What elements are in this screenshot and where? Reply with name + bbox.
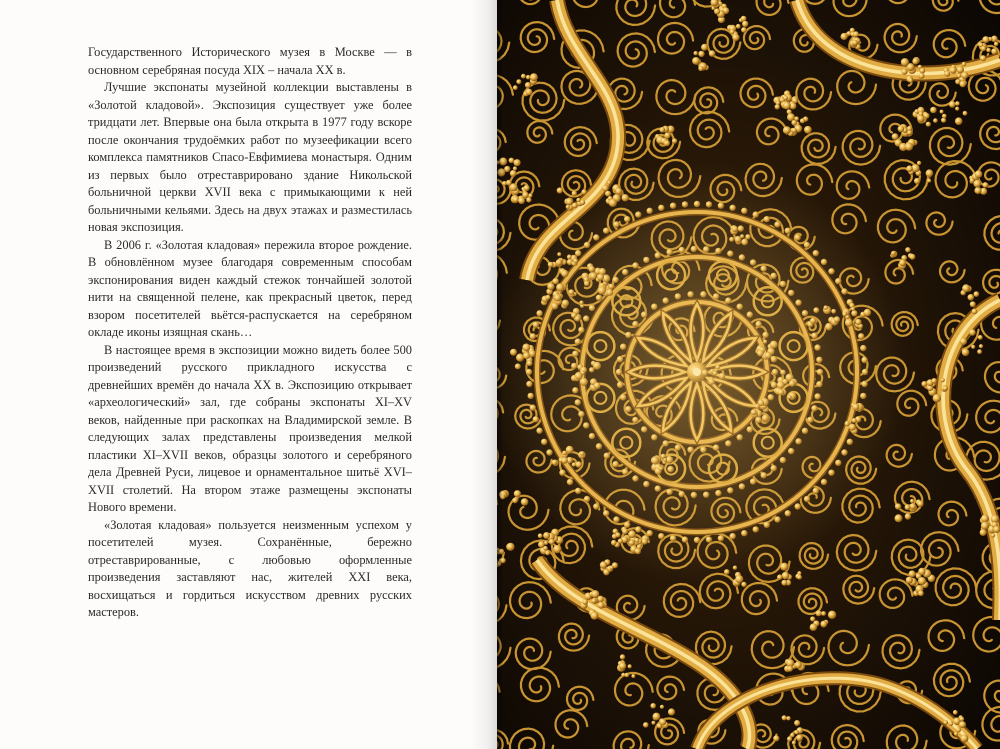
paragraph: «Золотая кладовая» пользуется неизменным успехом у посетителей музея. Сохранённые, бережно отреставрированные, с любовью оформленные произведения заставляют нас, жителей XXI века, восхищаться и гордиться искусством древних русских мастеров. bbox=[88, 517, 412, 619]
paragraph: Лучшие экспонаты музейной коллекции выставлены в «Золотой кладовой». Экспозиция существует уже более тридцати лет. Впервые она была открыта в 1977 году вскоре после окончания трудоёмких работ по музеефикации всего комплекса памятников Спасо-Евфимиева монастыря. Одним из первых было отреставрировано здание Никольской больничной церкви XVII века с примыкающими к ней больничными кельями. Здесь на двух этажах и разместилась новая экспозиция. bbox=[88, 80, 412, 234]
text-column bbox=[88, 44, 412, 622]
right-page-photo bbox=[497, 0, 1000, 749]
page-edge-shadow bbox=[497, 0, 503, 749]
left-page bbox=[0, 0, 497, 749]
paragraph: В настоящее время в экспозиции можно видеть более 500 произведений русского прикладного искусства с древнейших времён до начала XX в. Экспозицию открывает «археологический» зал, где собраны экспонаты XI–XV веков, найденные при раскопках на Владимирской земле. В следующих залах представлены произведения мелкой пластики XI–XVII веков, образцы золотого и серебряного дела Древней Руси, лицевое и орнаментальное шитьё XVI–XVII столетий. На втором этаже размещены экспонаты Нового времени. bbox=[88, 342, 412, 514]
gold-filigree-photo bbox=[497, 0, 1000, 749]
paragraph: Государственного Исторического музея в Москве — в основном серебряная посуда XIX – начала XX в. bbox=[88, 45, 412, 77]
paragraph: В 2006 г. «Золотая кладовая» пережила второе рождение. В обновлённом музее благодаря современным способам экспонирования виден каждый стежок тончайшей золотой нити на священной пелене, как прекрасный цветок, перед взором посетителей вьётся-распускается на серебряном окладе иконы изящная скань… bbox=[88, 237, 412, 339]
